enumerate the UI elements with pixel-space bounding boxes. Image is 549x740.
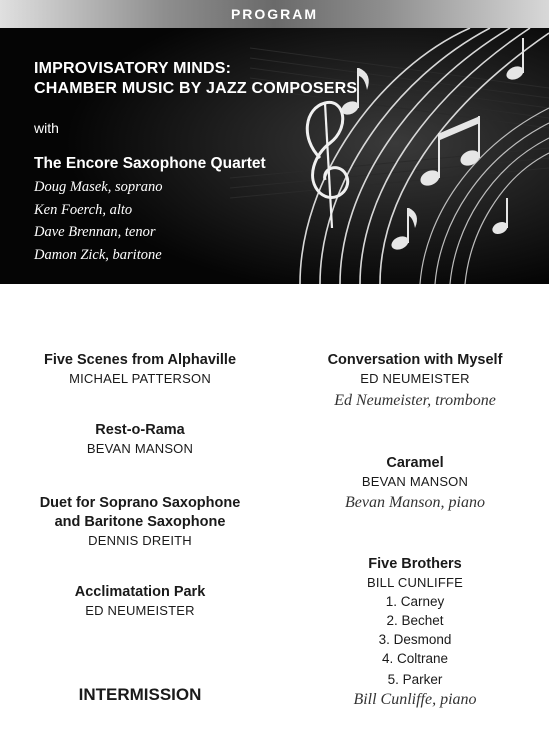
piece-performer: Bill Cunliffe, piano <box>353 691 477 708</box>
piece-composer: DENNIS DREITH <box>88 533 192 548</box>
piece-title: Acclimatation Park <box>74 584 206 600</box>
piece-composer: ED NEUMEISTER <box>85 603 195 618</box>
member-alto: Ken Foerch, alto <box>34 202 133 218</box>
member-tenor: Dave Brennan, tenor <box>34 224 156 240</box>
movement-item: 4. Coltrane <box>381 651 449 666</box>
member-baritone: Damon Zick, baritone <box>34 247 162 263</box>
piece-acclimatation-park <box>10 583 270 620</box>
program-label: PROGRAM <box>230 6 319 22</box>
banner-title-line2: CHAMBER MUSIC BY JAZZ COMPOSERS <box>34 80 358 97</box>
piece-caramel <box>285 454 545 514</box>
piece-five-scenes <box>10 351 270 388</box>
piece-title-line2: and Baritone Saxophone <box>54 514 226 530</box>
piece-performer: Ed Neumeister, trombone <box>334 392 496 409</box>
member-soprano: Doug Masek, soprano <box>34 179 163 195</box>
piece-rest-o-rama <box>10 421 270 458</box>
piece-title: Conversation with Myself <box>327 352 503 368</box>
piece-composer: MICHAEL PATTERSON <box>69 371 211 386</box>
movement-item: 1. Carney <box>385 594 445 609</box>
intermission-label: INTERMISSION <box>78 685 202 704</box>
banner-with: with <box>34 120 59 136</box>
piece-title: Caramel <box>386 455 444 471</box>
piece-title: Five Brothers <box>368 556 462 572</box>
program-header <box>0 0 549 28</box>
ensemble-name: The Encore Saxophone Quartet <box>34 155 266 172</box>
piece-composer: BEVAN MANSON <box>361 474 469 489</box>
piece-duet <box>10 494 270 550</box>
piece-composer: BEVAN MANSON <box>86 441 194 456</box>
piece-title: Rest-o-Rama <box>95 422 185 438</box>
banner <box>0 28 549 284</box>
movement-item: 5. Parker <box>387 672 443 687</box>
piece-title: Five Scenes from Alphaville <box>43 352 237 368</box>
piece-five-brothers <box>285 555 545 711</box>
movement-item: 2. Bechet <box>386 613 444 628</box>
piece-conversation <box>285 351 545 412</box>
piece-composer: BILL CUNLIFFE <box>366 575 464 590</box>
piece-title-line1: Duet for Soprano Saxophone <box>39 495 241 511</box>
movement-item: 3. Desmond <box>378 632 452 647</box>
piece-composer: ED NEUMEISTER <box>360 371 470 386</box>
banner-title-line1: IMPROVISATORY MINDS: <box>34 60 232 77</box>
piece-performer: Bevan Manson, piano <box>345 494 485 511</box>
